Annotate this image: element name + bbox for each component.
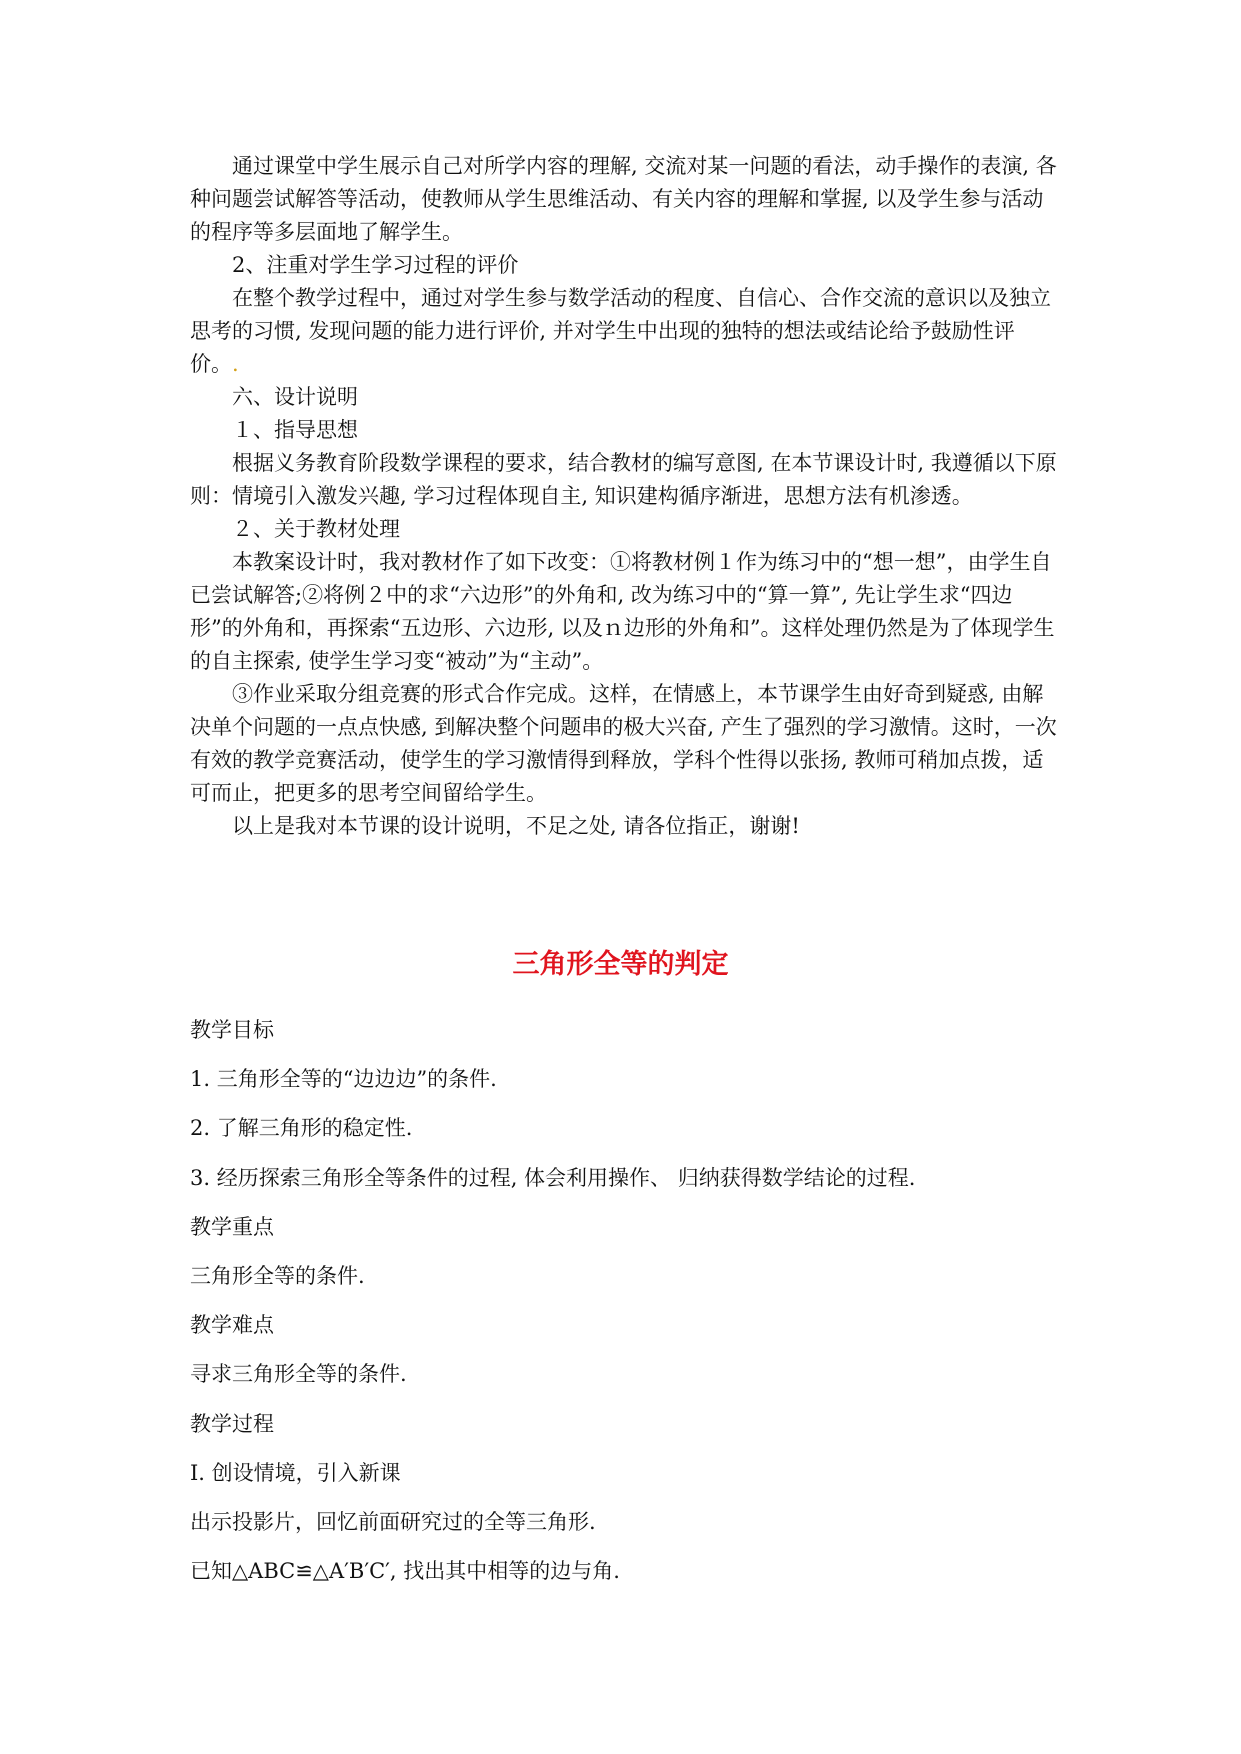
heading-teaching-process: 教学过程 bbox=[190, 1411, 274, 1436]
heading-process-evaluation: 2、注重对学生学习过程的评价 bbox=[232, 253, 519, 277]
heading-guiding-ideas: １、指导思想 bbox=[232, 418, 358, 442]
goal-item-2: 2. 了解三角形的稳定性. bbox=[190, 1116, 413, 1141]
lesson-title: 三角形全等的判定 bbox=[512, 949, 729, 980]
paragraph-group-competition: ③作业采取分组竞赛的形式合作完成。这样，在情感上，本节课学生由好奇到疑惑, 由解决单个问题的一点点快感, 到解决整个问题串的极大兴奋, 产生了强烈的学习激情。这时，一次有效的教学竞赛活动，使学生的学习激情得到释放，学科个性得以张扬, 教师可稍加点拨，适可而止，把更多的思考空间留给学生。 bbox=[190, 682, 1057, 805]
paragraph-student-understanding: 通过课堂中学生展示自己对所学内容的理解, 交流对某一问题的看法，动手操作的表演, 各种问题尝试解答等活动，使教师从学生思维活动、有关内容的理解和掌握, 以及学生参与活动的程序等多层面地了解学生。 bbox=[190, 154, 1057, 244]
design-notes-section bbox=[190, 150, 1058, 843]
heading-teaching-goals: 教学目标 bbox=[190, 1018, 274, 1042]
paragraph-evaluation bbox=[190, 282, 1058, 381]
goal-item-3: 3. 经历探索三角形全等条件的过程, 体会利用操作、 归纳获得数学结论的过程. bbox=[190, 1165, 916, 1190]
goal-item-1: 1. 三角形全等的“边边边”的条件. bbox=[190, 1067, 497, 1092]
heading-key-points: 教学重点 bbox=[190, 1214, 274, 1239]
paragraph-closing: 以上是我对本节课的设计说明，不足之处, 请各位指正，谢谢! bbox=[232, 814, 800, 838]
process-text-congruent: 已知△ABC≌△A′B′C′, 找出其中相等的边与角. bbox=[190, 1559, 620, 1584]
heading-design-notes: 六、设计说明 bbox=[232, 385, 358, 409]
paragraph-guiding-ideas: 根据义务教育阶段数学课程的要求，结合教材的编写意图, 在本节课设计时, 我遵循以下原则：情境引入激发兴趣, 学习过程体现自主, 知识建构循序渐进，思想方法有机渗透。 bbox=[190, 451, 1057, 508]
process-step-1: Ⅰ. 创设情境，引入新课 bbox=[190, 1460, 401, 1485]
key-point-text: 三角形全等的条件. bbox=[190, 1264, 365, 1289]
paragraph-textbook-changes: 本教案设计时，我对教材作了如下改变：①将教材例１作为练习中的“想一想”，由学生自已尝试解答;②将例２中的求“六边形”的外角和, 改为练习中的“算一算”, 先让学生求“四边形”的外角和，再探索“五边形、六边形, 以及ｎ边形的外角和”。这样处理仍然是为了体现学生的自主探索, 使学生学习变“被动”为“主动”。 bbox=[190, 550, 1055, 673]
process-text-projection: 出示投影片，回忆前面研究过的全等三角形. bbox=[190, 1510, 596, 1535]
paragraph-evaluation-text: 在整个教学过程中，通过对学生参与数学活动的程度、自信心、合作交流的意识以及独立思考的习惯, 发现问题的能力进行评价, 并对学生中出现的独特的想法或结论给予鼓励性评价。 bbox=[190, 286, 1051, 376]
heading-difficulties: 教学难点 bbox=[190, 1313, 274, 1338]
heading-textbook-handling: ２、关于教材处理 bbox=[232, 517, 400, 541]
lesson-plan-section bbox=[190, 1006, 1058, 1596]
difficulty-text: 寻求三角形全等的条件. bbox=[190, 1362, 407, 1387]
stray-mark: . bbox=[232, 352, 239, 376]
